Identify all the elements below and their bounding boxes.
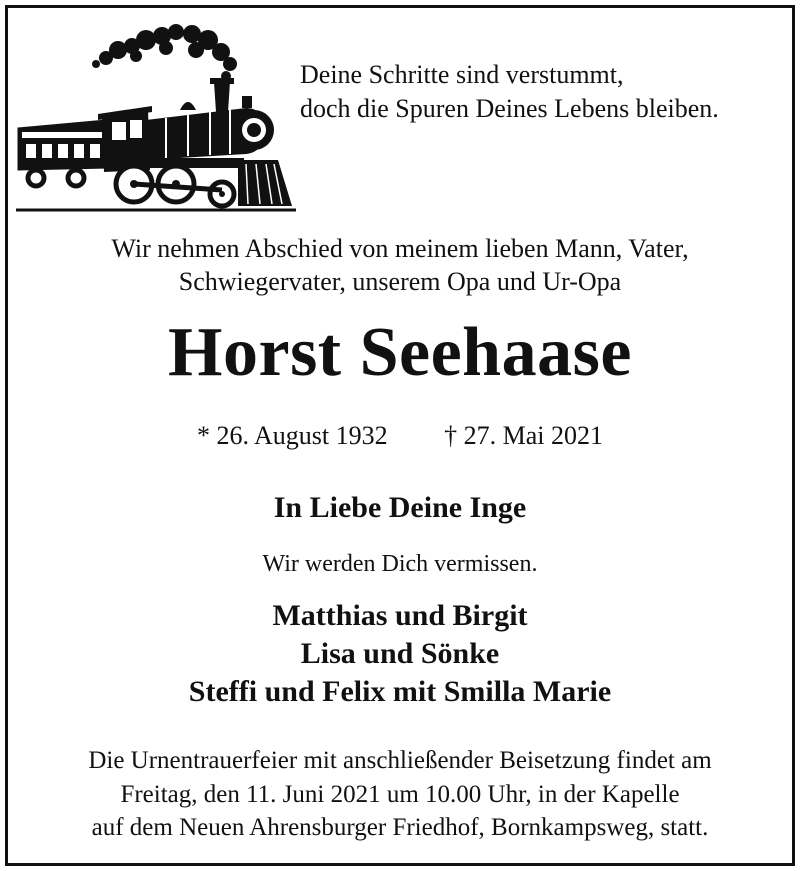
notice-line-3: auf dem Neuen Ahrensburger Friedhof, Bornkampsweg, statt. (91, 814, 709, 841)
signoff: In Liebe Deine Inge (273, 491, 527, 524)
intro-line-1: Wir nehmen Abschied von meinem lieben Mann, Vater, (111, 234, 689, 263)
farewell-intro (8, 232, 792, 298)
family-member: Steffi und Felix mit Smilla Marie (188, 675, 612, 708)
birth-date: * 26. August 1932 (196, 421, 388, 450)
family-member: Lisa und Sönke (300, 637, 500, 670)
funeral-notice (8, 744, 792, 845)
notice-line-1: Die Urnentrauerfeier mit anschließender Beisetzung findet am (88, 747, 712, 774)
intro-line-2: Schwiegervater, unserem Opa und Ur-Opa (178, 267, 622, 296)
death-date: † 27. Mai 2021 (444, 421, 604, 450)
obituary-frame (5, 5, 795, 866)
motto-line-1: Deine Schritte sind verstummt, (300, 60, 624, 89)
motto (300, 58, 770, 126)
family-member: Matthias und Birgit (272, 599, 528, 632)
notice-line-2: Freitag, den 11. Juni 2021 um 10.00 Uhr, in der Kapelle (120, 780, 680, 808)
family-list (8, 597, 792, 711)
deceased-name: Horst Seehaase (168, 314, 632, 391)
miss-text: Wir werden Dich vermissen. (262, 551, 538, 577)
life-dates (8, 419, 792, 453)
motto-line-2: doch die Spuren Deines Lebens bleiben. (300, 94, 719, 123)
steam-locomotive-icon (16, 20, 296, 220)
